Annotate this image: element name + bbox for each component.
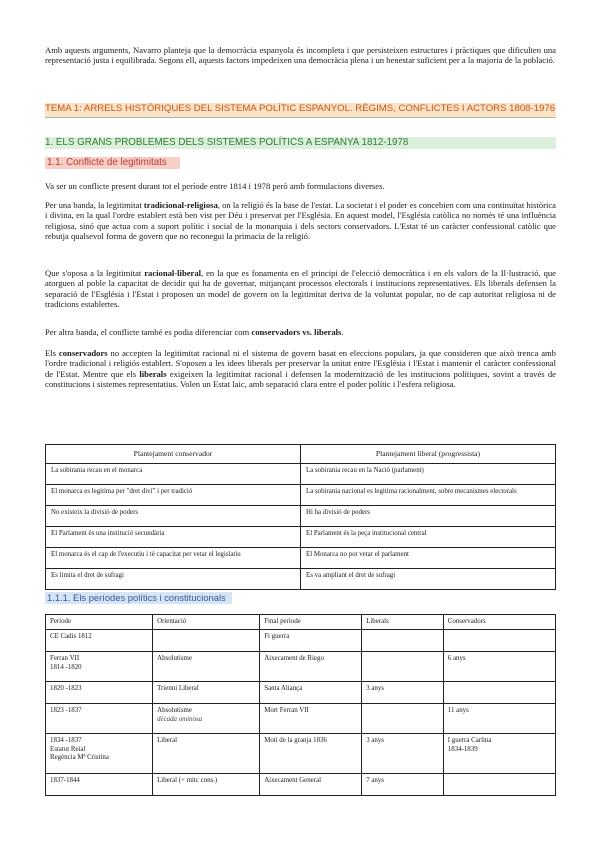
table-cell: Liberal (+ mitc cons.) bbox=[153, 774, 260, 796]
table-cell: Mort Ferran VII bbox=[260, 704, 362, 734]
paragraph-1: Va ser un conflicte present durant tot el període entre 1814 i 1978 però amb formulacions diverses. bbox=[45, 181, 385, 191]
bold-term: conservadors bbox=[58, 348, 108, 358]
table-cell: 7 anys bbox=[362, 774, 444, 796]
table-cell: Absolutisme bbox=[153, 652, 260, 682]
table-row bbox=[46, 506, 556, 527]
table-cell: El monarca es legitima per "dret diví" i per tradició bbox=[46, 485, 301, 506]
table-cell: El Parlament és una institució secundària bbox=[46, 527, 301, 548]
table-header: Liberals bbox=[362, 615, 444, 630]
table-row bbox=[46, 774, 556, 796]
table-cell: 1823 -1837 bbox=[46, 704, 153, 734]
paragraph-4: Per altra banda, el conflicte també es podia diferenciar com conservadors vs. liberals. bbox=[45, 327, 344, 337]
table-row bbox=[46, 704, 556, 734]
table-cell bbox=[443, 774, 555, 796]
table-cell bbox=[362, 652, 444, 682]
table-cell: Absolutisme dècada ominosa bbox=[153, 704, 260, 734]
table-row bbox=[46, 548, 556, 569]
table-cell: 1837-1844 bbox=[46, 774, 153, 796]
table-cell: Motí de la granja 1836 bbox=[260, 734, 362, 774]
bold-term: liberals bbox=[139, 368, 167, 379]
bold-term: tradicional-religiosa bbox=[143, 200, 218, 210]
table-cell: El Parlament és la peça institucional central bbox=[301, 527, 556, 548]
table-cell: Santa Aliança bbox=[260, 682, 362, 704]
table-row bbox=[46, 630, 556, 652]
table-row bbox=[46, 464, 556, 485]
comparison-table bbox=[45, 444, 556, 590]
table-cell: I guerra Carlina 1834-1839 bbox=[443, 734, 555, 774]
table-cell: Aixecament de Riego bbox=[260, 652, 362, 682]
table-cell: Ferran VII 1814 -1820 bbox=[46, 652, 153, 682]
table-cell bbox=[443, 630, 555, 652]
table-cell: La sobirania recau en la Nació (parlament) bbox=[301, 464, 556, 485]
table-cell: No existeix la divisió de poders bbox=[46, 506, 301, 527]
table-row bbox=[46, 734, 556, 774]
table-cell: La sobirania recau en el monarca bbox=[46, 464, 301, 485]
table-cell: Trienni Liberal bbox=[153, 682, 260, 704]
section-1-1-heading: 1.1. Conflicte de legitimitats bbox=[45, 157, 180, 169]
table-header: Plantejament liberal (progressista) bbox=[301, 445, 556, 464]
table-cell bbox=[443, 682, 555, 704]
table-cell: 1834 -1837 Estatut Reial Regència Mª Cristina bbox=[46, 734, 153, 774]
table-cell: Es va ampliant el dret de sufragi bbox=[301, 569, 556, 590]
table-row bbox=[46, 527, 556, 548]
table-row bbox=[46, 485, 556, 506]
table-cell: Es limita el dret de sufragi bbox=[46, 569, 301, 590]
table-row bbox=[46, 682, 556, 704]
table-cell: CE Cadis 1812 bbox=[46, 630, 153, 652]
paragraph-3: Que s'oposa a la legitimitat racional-liberal, en la que es fonamenta en el principi de l'elecció democràtica i en els valors de la Il·lustració, que atorguen al poble la capacitat de decidir qui ha de governar, mitjançant processos electorals i institucions representatives. Els liberals defensen la separació de l'Església i l'Estat i proposen un model de govern on la legitimitat deriva de la voluntat popular, no de cap autoritat religiosa ni de tradicions establertes. bbox=[45, 268, 556, 310]
table-cell: 11 anys bbox=[443, 704, 555, 734]
table-cell: El monarca és el cap de l'executiu i té capacitat per vetar el legislatiu bbox=[46, 548, 301, 569]
table-row bbox=[46, 569, 556, 590]
intro-paragraph: Amb aquests arguments, Navarro planteja que la democràcia espanyola és incompleta i que persisteixen estructures i pràctiques que dificulten una representació justa i equilibrada. Segons ell, aquests factors impedeixen una democràcia plena i un benestar suficient per a la majoria de la població. bbox=[45, 45, 556, 66]
table-cell: 6 anys bbox=[443, 652, 555, 682]
table-cell: El Monarca no pot vetar el parlament bbox=[301, 548, 556, 569]
section-1-heading: 1. ELS GRANS PROBLEMES DELS SISTEMES POLÍTICS A ESPANYA 1812-1978 bbox=[45, 137, 556, 149]
table-cell: 3 anys bbox=[362, 734, 444, 774]
table-header: Orientació bbox=[153, 615, 260, 630]
section-1-1-1-heading: 1.1.1. Els períodes polítics i constitucionals bbox=[45, 592, 232, 604]
table-cell: 1820 -1823 bbox=[46, 682, 153, 704]
table-cell bbox=[362, 630, 444, 652]
tema-heading: TEMA 1: ARRELS HISTÒRIQUES DEL SISTEMA POLÍTIC ESPANYOL. RÈGIMS, CONFLICTES I ACTORS 1808-1976 bbox=[45, 103, 556, 118]
table-header: Període bbox=[46, 615, 153, 630]
periods-table bbox=[45, 614, 556, 796]
table-row bbox=[46, 652, 556, 682]
table-cell: 3 anys bbox=[362, 682, 444, 704]
table-cell: Fi guerra bbox=[260, 630, 362, 652]
table-cell bbox=[362, 704, 444, 734]
bold-term: conservadors vs. liberals bbox=[251, 327, 342, 337]
table-header: Final període bbox=[260, 615, 362, 630]
table-cell: La sobirania nacional es legitima racionalment, sobre mecanismes electorals bbox=[301, 485, 556, 506]
paragraph-2: Per una banda, la legitimitat tradicional-religiosa, on la religió és la base de l'estat. La societat i el poder es concebien com una continuïtat històrica i divina, en la qual l'ordre establert està ben vist per Déu i preservat per l'Església. En aquest model, l'Església catòlica no només té una influència religiosa, sinó que actua com a suport polític i social de la monarquia i dels sectors conservadors. L'Estat té un caràcter confessional catòlic que rebutja qualsevol forma de govern que no reconegui la primacia de la religió. bbox=[45, 200, 556, 242]
table-header: Conservadors bbox=[443, 615, 555, 630]
table-cell: Liberal bbox=[153, 734, 260, 774]
table-cell bbox=[153, 630, 260, 652]
bold-term: racional-liberal bbox=[144, 268, 202, 278]
table-cell: Hi ha divisió de poders bbox=[301, 506, 556, 527]
table-cell: Aixecament General bbox=[260, 774, 362, 796]
paragraph-5: Els conservadors no accepten la legitimitat racional ni el sistema de govern basat en eleccions populars, ja que consideren que això trenca amb l'ordre tradicional i religiós establert. S'oposen a les idees liberals per preservar la unitat entre l'Església i l'Estat i mantenir el caràcter confessional de l'Estat. Mentre que els liberals exigeixen la legitimitat racional i defensen la modernització de les institucions polítiques, sovint a través de constitucions i sistemes representatius. Volen un Estat laic, amb separació clara entre el poder polític i l'esfera religiosa. bbox=[45, 348, 556, 390]
table-header: Plantejament conservador bbox=[46, 445, 301, 464]
